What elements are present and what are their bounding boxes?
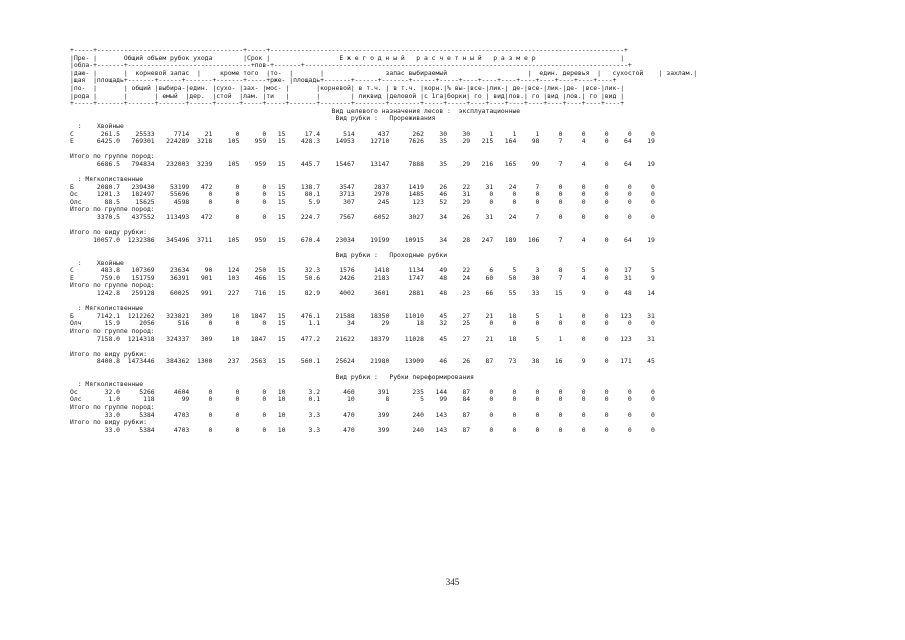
report-line: Итого по группе пород:	[70, 281, 155, 290]
report-line: С 261.5 25533 7714 21 0 0 15 17.4 514 437 262 30 30 1 1 1 0 0 0 0 0	[70, 129, 655, 138]
report-line: 33.0 5384 4703 0 0 0 10 3.3 470 399 240 143 87 0 0 0 0 0 0 0 0	[70, 410, 655, 419]
report-line: |по- | | общий |выбира-|един. |сухо- |зах- |мос- | |корневой| в т.ч. | в т.ч. |корн.|% вы-|все-|лик-| де-|все-|лик-|де- |все-|лик-|	[70, 83, 625, 92]
report-line: +-----+-------+-------+-------+------+------+-----+-----+-------+--------+--------+--------+-----+-----+----+----+----+----+----+----+----+----+	[70, 99, 625, 108]
report-line: Олс 88.5 15625 4598 0 0 0 15 5.9 307 245 123 52 29 0 0 0 0 0 0 0 0	[70, 197, 655, 206]
report-line: Ос 1201.3 182497 55696 0 0 0 15 80.1 3713 2970 1485 46 31 0 0 0 0 0 0 0 0	[70, 190, 655, 199]
annual-logging-report-table	[70, 47, 850, 434]
page-number: 345	[445, 577, 460, 587]
report-line: Итого по виду рубки:	[70, 418, 147, 427]
report-line: 8400.8 1473446 384362 1300 237 2563 15 560.1 25624 21980 13909 46 26 87 73 38 16 9 0 171 45	[70, 357, 655, 366]
report-line: |обла-+-------+--------------------------------+пов-+-------+------------------------------------------------------------------------------------+	[70, 61, 632, 70]
report-line: +-----+--------------------------------------+-----+--------------------------------------------------------------------------------------------+	[70, 46, 628, 54]
report-line	[70, 146, 850, 154]
report-line: |щая |площадь+-------+------+-------+-------+-----+рже- |площадь+-------+------+-------+------+-----+----+----+----+----+----+----+----+----+	[70, 76, 617, 85]
report-line: Вид рубки : Проходные рубки	[70, 251, 448, 260]
report-line	[70, 222, 850, 230]
report-line: Е 6425.0 769301 224289 3218 105 959 15 428.3 14953 12710 7626 35 29 215 164 98 7 4 0 64 19	[70, 137, 655, 146]
report-line: Е 759.0 151759 36391 901 103 466 15 50.6 2426 2183 1747 48 24 60 50 30 7 4 0 31 9	[70, 273, 655, 282]
report-line	[70, 298, 850, 306]
report-line: : Мягколиственные	[70, 175, 144, 184]
report-line: Б 2080.7 239430 53199 472 0 0 15 138.7 3547 2837 1419 26 22 31 24 7 0 0 0 0 0	[70, 182, 655, 191]
report-line: Итого по группе пород:	[70, 402, 155, 411]
report-line: : Хвойные	[70, 121, 124, 130]
report-line: 10057.0 1232386 345496 3711 105 959 15 670.4 23034 19199 10915 34 28 247 189 106 7 4 0 64 19	[70, 235, 655, 244]
report-line: : Мягколиственные	[70, 304, 144, 313]
report-line: : Хвойные	[70, 258, 124, 267]
report-line: Б 7142.1 1212262 323821 309 10 1847 15 476.1 21588 18350 11010 45 27 21 18 5 1 0 0 123 31	[70, 311, 655, 320]
report-line: Итого по виду рубки:	[70, 228, 147, 237]
report-line: С 483.8 107369 23634 90 124 250 15 32.3 1576 1418 1134 49 22 6 5 3 8 5 0 17 5	[70, 266, 655, 275]
report-line: |даю- | | корневой запас | кроме того |то- | | запас выбираемый | един. деревья | сухостой | захлам.|	[70, 68, 698, 77]
report-line: Вид рубки : Прореживания	[70, 114, 436, 123]
report-line: Итого по виду рубки:	[70, 349, 147, 358]
report-line: : Мягколиственные	[70, 380, 144, 389]
report-line: |рода | | | емый |дер. |стой |лам. |ти | | | ликвид |деловой |с 1га|борки| го | вид|лов.| го |вид |лов.| го |вид |	[70, 91, 625, 100]
report-line: Итого по группе пород:	[70, 326, 155, 335]
report-line: Итого по группе пород:	[70, 152, 155, 161]
report-line: Ос 32.0 5266 4604 0 0 0 10 3.2 460 391 235 144 87 0 0 0 0 0 0 0 0	[70, 387, 655, 396]
report-line: |Пре- | Общий объем рубок ухода |Срок | Е ж е г о д н ы й р а с ч е т н ы й р а з м е р |	[70, 53, 625, 62]
report-line: Олч 15.9 2056 516 0 0 0 15 1.1 34 29 18 32 25 0 0 0 0 0 0 0 0	[70, 319, 655, 328]
report-line: 33.0 5384 4703 0 0 0 10 3.3 470 399 240 143 87 0 0 0 0 0 0 0 0	[70, 425, 655, 434]
report-line: 6686.5 794834 232003 3239 105 959 15 445.7 15467 13147 7888 35 29 216 165 99 7 4 0 64 19	[70, 159, 655, 168]
report-line: 1242.8 259128 60025 991 227 716 15 82.9 4002 3601 2881 48 23 66 55 33 15 9 0 48 14	[70, 289, 655, 297]
report-line: 3370.5 437552 113493 472 0 0 15 224.7 7567 6052 3027 34 26 31 24 7 0 0 0 0 0	[70, 213, 655, 222]
report-line: Олс 1.0 118 99 0 0 0 10 0.1 10 8 5 99 84 0 0 0 0 0 0 0 0	[70, 395, 655, 404]
report-line: Итого по группе пород:	[70, 205, 155, 214]
report-line: Вид целевого назначения лесов : эксплуатационные	[70, 106, 521, 115]
report-line: Вид рубки : Рубки переформирования	[70, 372, 474, 381]
report-line: 7158.0 1214318 324337 309 10 1847 15 477.2 21622 18379 11028 45 27 21 18 5 1 0 0 123 31	[70, 334, 655, 343]
report-line	[70, 343, 850, 351]
report-line	[70, 169, 850, 177]
